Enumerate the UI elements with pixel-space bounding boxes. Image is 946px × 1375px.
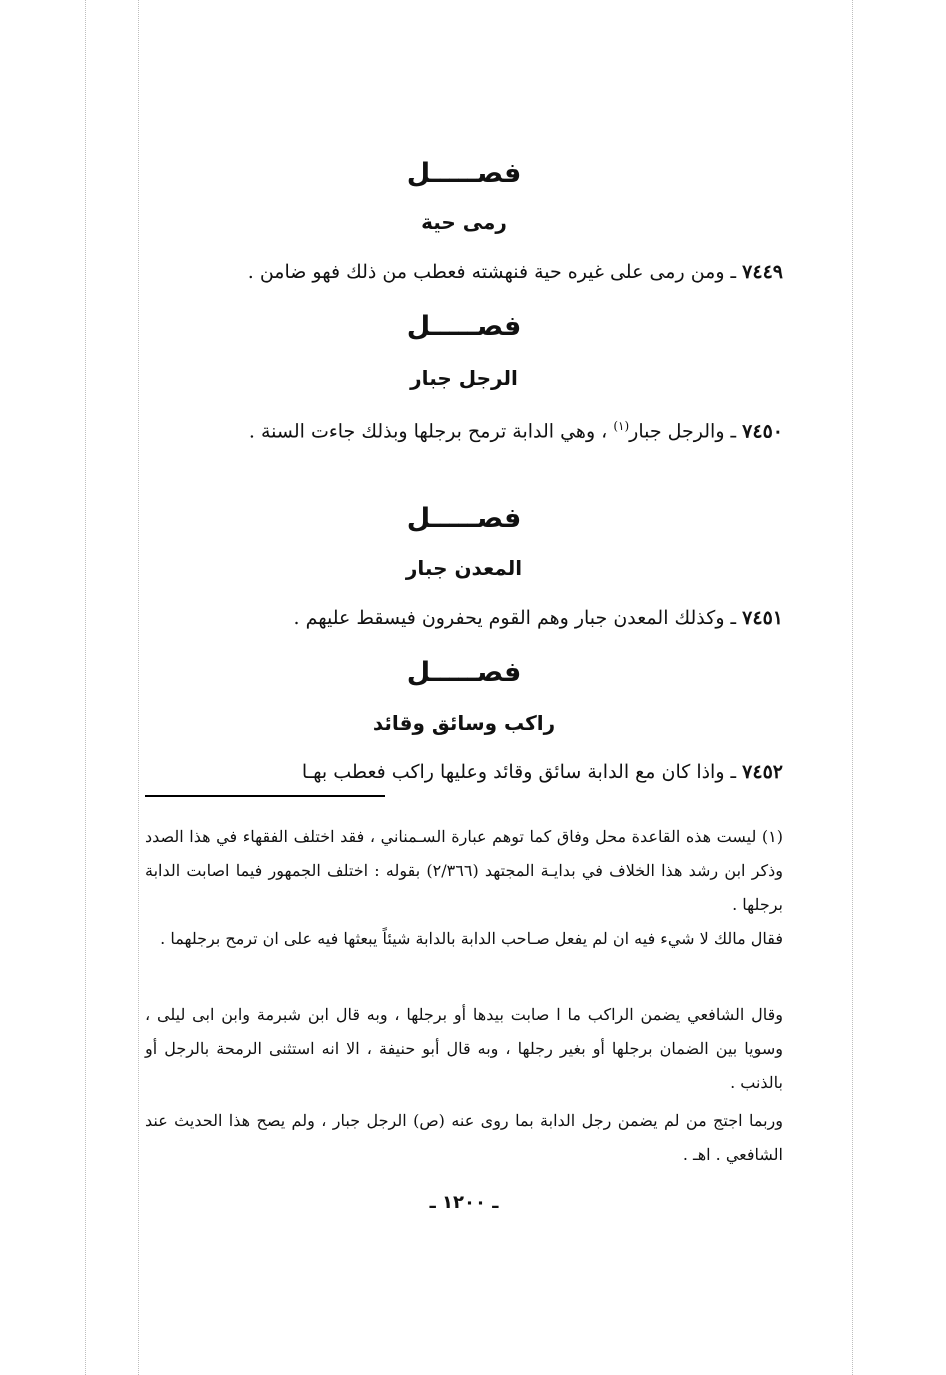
page-edge-right	[852, 0, 853, 1375]
section-subheading-2: الرجل جبار	[410, 366, 518, 390]
paragraph-text: ـ وكذلك المعدن جبار وهم القوم يحفرون فيسقط عليهم .	[293, 607, 737, 629]
section-subheading-3: المعدن جبار	[405, 556, 523, 580]
paragraph-7452	[145, 752, 783, 792]
section-heading-2: فصـــــل	[406, 311, 522, 342]
section-heading-3: فصـــــل	[406, 503, 522, 534]
paragraph-number: ٧٤٥٢	[742, 761, 783, 783]
footnote-separator	[145, 795, 385, 797]
footnote-paragraph-2: فقال مالك لا شيء فيه ان لم يفعل صـاحب الدابة بالدابة شيئاً يبعثها فيه على ان ترمح برجلهما .	[160, 929, 783, 948]
page-number: ـ ١٢٠٠ ـ	[429, 1192, 499, 1213]
paragraph-7450	[145, 406, 783, 451]
footnote-1: (١) ليست هذه القاعدة محل وفاق كما توهم عبارة السـمناني ، فقد اختلف الفقهاء في هذا الصدد وذكر ابن رشد هذا الخلاف في بدايـة المجتهد (٢/٣٦٦) بقوله : اختلف الجمهور فيما اصابت الدابة برجلها .	[145, 827, 783, 914]
paragraph-text-cont: ، وهي الدابة ترمح برجلها وبذلك جاءت السنة .	[248, 420, 614, 443]
section-subheading-1: رمى حية	[421, 210, 507, 234]
footnote-paragraph-3: وقال الشافعي يضمن الراكب ما ا صابت بيدها أو برجلها ، وبه قال ابن شبرمة وابن ابى ليلى ، وسويا بين الضمان برجلها أو بغير رجلها ، وبه قال أبو حنيفة ، الا انه استثنى الرمحة بالرجل أو بالذنب .	[145, 1005, 784, 1092]
paragraph-number: ٧٤٤٩	[742, 261, 783, 283]
paragraph-text: ـ ومن رمى على غيره حية فنهشته فعطب من ذلك فهو ضامن .	[247, 261, 737, 283]
paragraph-7451	[145, 598, 783, 638]
section-subheading-4: راكب وسائق وقائد	[372, 711, 556, 735]
footnote-paragraph-4: وربما اجتج من لم يضمن رجل الدابة بما روى عنه (ص) الرجل جبار ، ولم يصح هذا الحديث عند الشافعي . اهـ .	[145, 1111, 783, 1164]
paragraph-number: ٧٤٥١	[742, 607, 783, 629]
page-edge-left	[85, 0, 86, 1375]
paragraph-text: ـ واذا كان مع الدابة سائق وقائد وعليها راكب فعطب بهـا	[301, 761, 737, 783]
footnote-reference[interactable]: (١)	[613, 419, 630, 433]
paragraph-number: ٧٤٥٠	[742, 420, 783, 443]
paragraph-text: ـ والرجل جبار	[629, 420, 737, 443]
section-heading-4: فصـــــل	[406, 657, 522, 688]
paragraph-7449	[145, 252, 783, 292]
section-heading-1: فصـــــل	[406, 158, 522, 189]
page-edge-left-inner	[138, 0, 139, 1375]
